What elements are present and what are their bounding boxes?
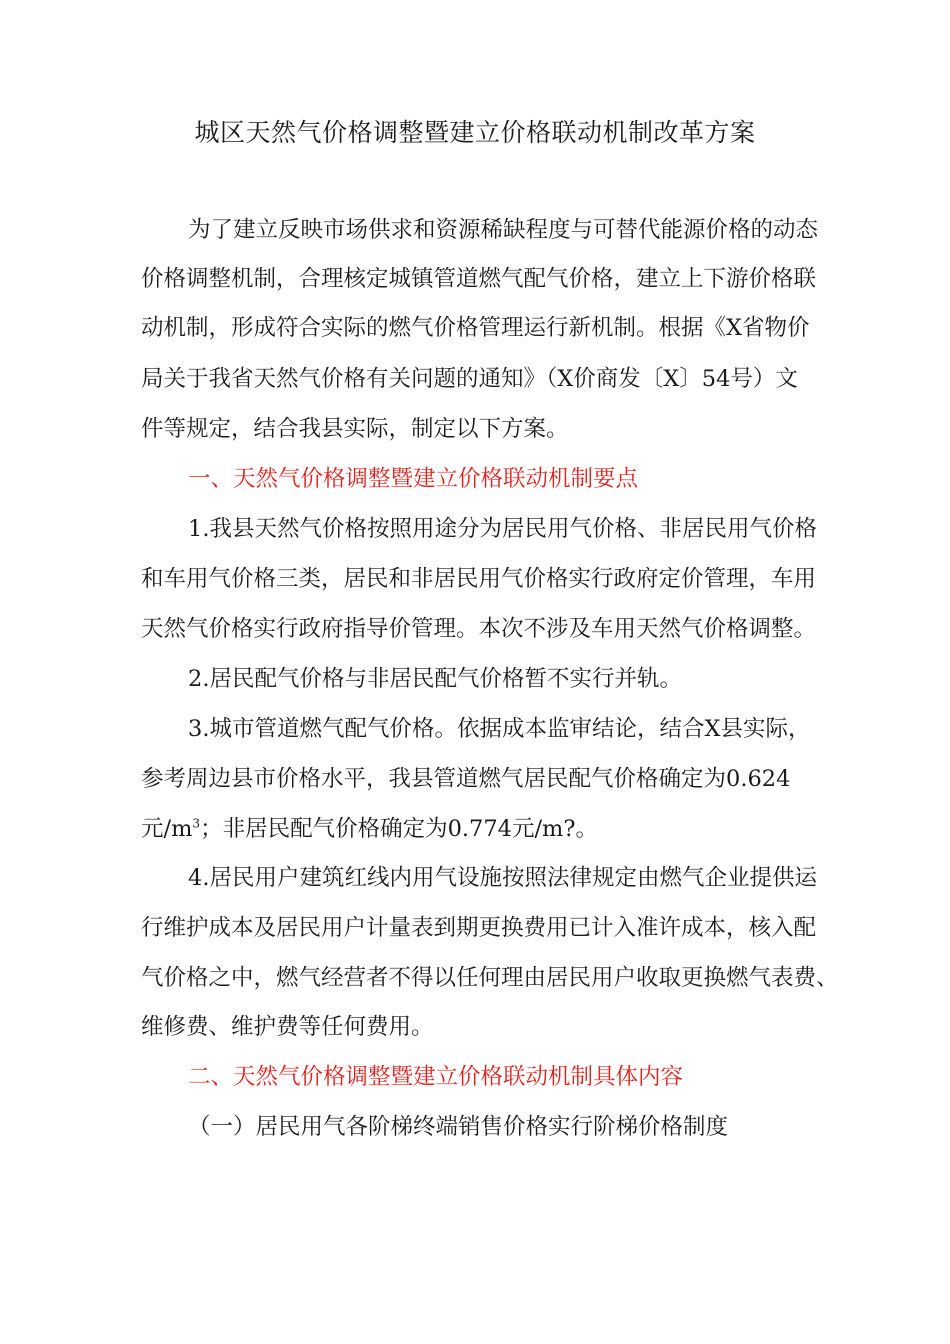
superscript-3: 3: [192, 816, 201, 831]
subsection-1-heading: （一）居民用气各阶梯终端销售价格实行阶梯价格制度: [188, 1114, 729, 1140]
item-1-line-1: 1.我县天然气价格按照用途分为居民用气价格、非居民用气价格: [188, 516, 817, 542]
section-2-heading: 二、天然气价格调整暨建立价格联动机制具体内容: [188, 1064, 684, 1090]
intro-line-4: 局关于我省天然气价格有关问题的通知》（X价商发〔X〕54号）文: [141, 366, 798, 392]
intro-line-3: 动机制，形成符合实际的燃气价格管理运行新机制。根据《X省物价: [141, 315, 810, 341]
item-1-line-3: 天然气价格实行政府指导价管理。本次不涉及车用天然气价格调整。: [141, 616, 817, 642]
intro-line-2: 价格调整机制，合理核定城镇管道燃气配气价格，建立上下游价格联: [141, 266, 817, 292]
section-1-heading: 一、天然气价格调整暨建立价格联动机制要点: [188, 466, 639, 492]
item-4-line-2: 行维护成本及居民用户计量表到期更换费用已计入准许成本，核入配: [141, 915, 817, 941]
intro-line-1: 为了建立反映市场供求和资源稀缺程度与可替代能源价格的动态: [188, 217, 819, 243]
item-3-line-1: 3.城市管道燃气配气价格。依据成本监审结论，结合X县实际，: [188, 716, 811, 742]
item-2-line-1: 2.居民配气价格与非居民配气价格暂不实行并轨。: [188, 666, 682, 692]
item-3-line-3: [141, 813, 598, 845]
item-3-line-2: 参考周边县市价格水平，我县管道燃气居民配气价格确定为0.624: [141, 766, 791, 792]
intro-line-5: 件等规定，结合我县实际，制定以下方案。: [141, 416, 569, 442]
item-4-line-4: 维修费、维护费等任何费用。: [141, 1014, 434, 1040]
item-3-line-3-part-b: ；非居民配气价格确定为0.774元/m?。: [200, 816, 598, 842]
item-1-line-2: 和车用气价格三类，居民和非居民用气价格实行政府定价管理，车用: [141, 566, 817, 592]
document-title: 城区天然气价格调整暨建立价格联动机制改革方案: [194, 118, 756, 147]
item-4-line-1: 4.居民用户建筑红线内用气设施按照法律规定由燃气企业提供运: [188, 865, 817, 891]
item-4-line-3: 气价格之中，燃气经营者不得以任何理由居民用户收取更换燃气表费、: [141, 965, 839, 991]
item-3-line-3-part-a: 元/m: [141, 816, 193, 842]
